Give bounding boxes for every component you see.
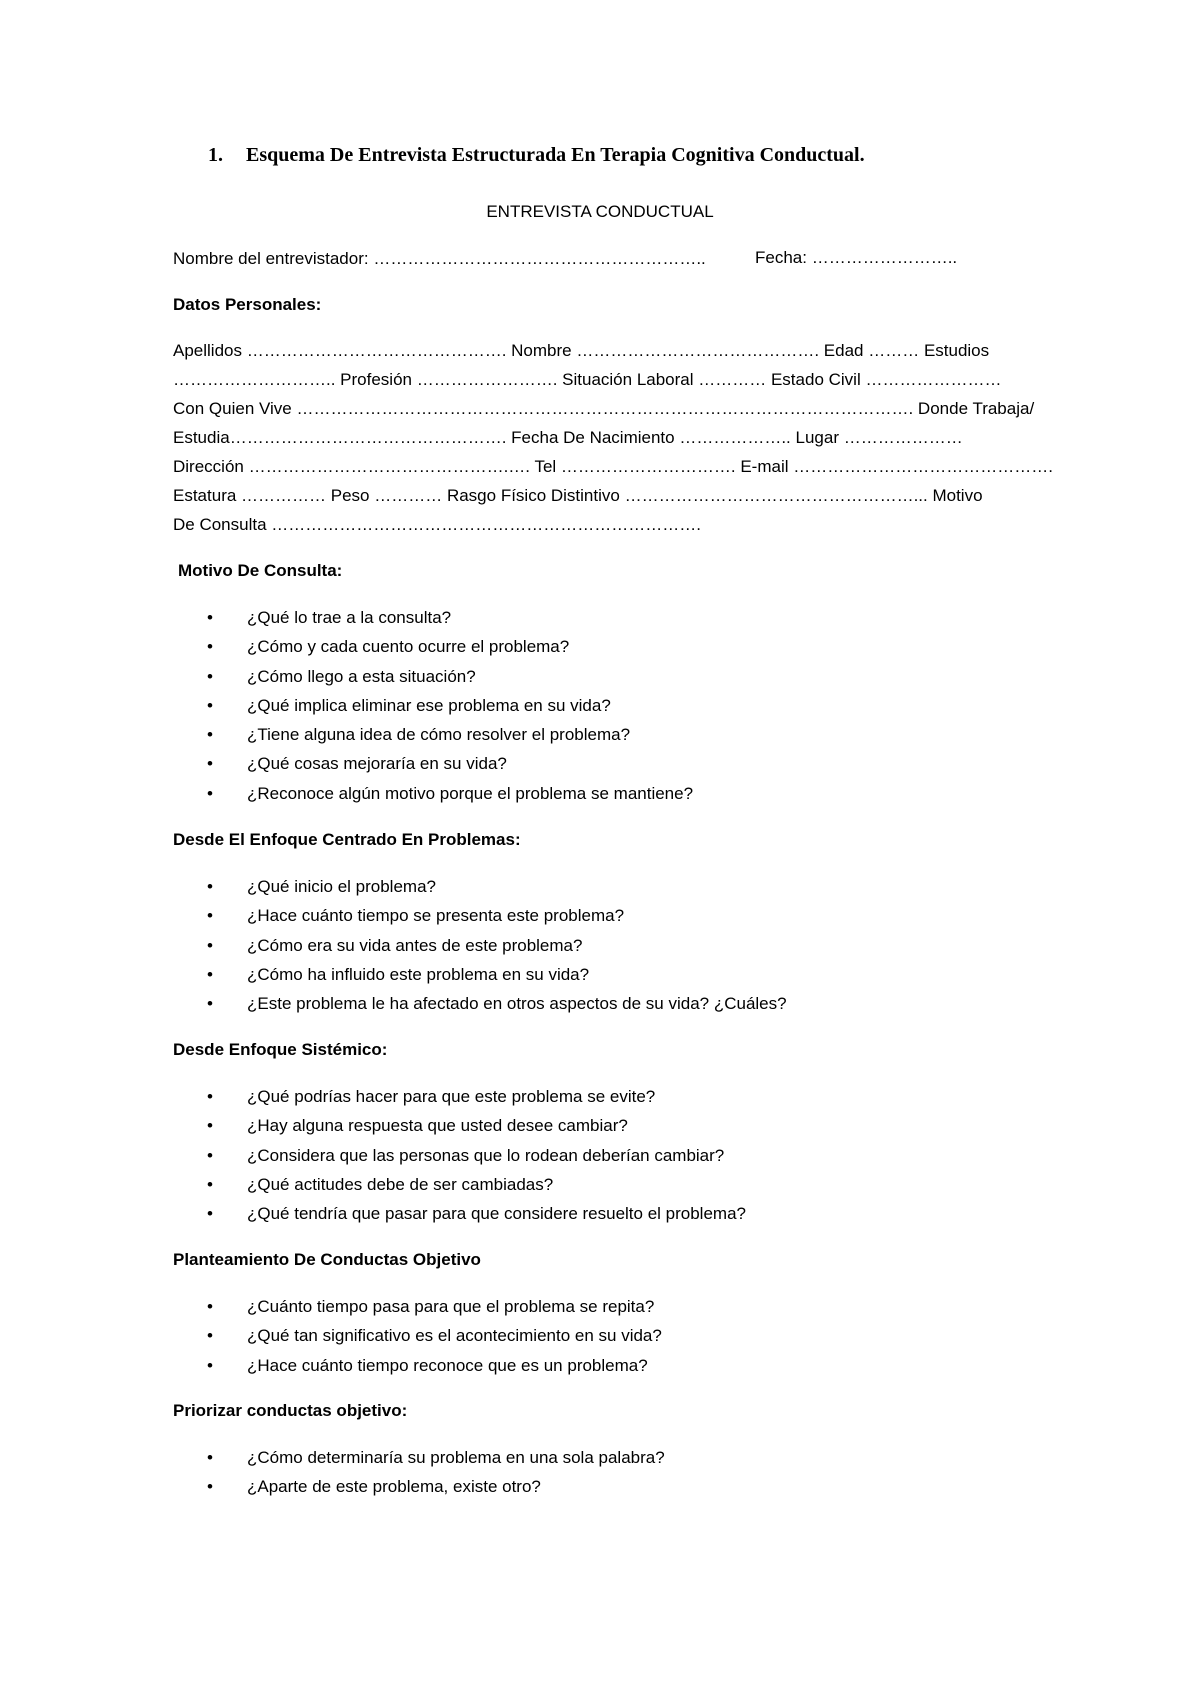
list-item: • ¿Qué actitudes debe de ser cambiadas? — [207, 1174, 554, 1194]
interviewer-line: Nombre del entrevistador: ………………………………………………….. — [173, 249, 706, 268]
list-item: • ¿Cómo ha influido este problema en su vida? — [207, 964, 590, 984]
list-item: • ¿Cómo determinaría su problema en una sola palabra? — [207, 1448, 665, 1467]
list-item: • ¿Cómo llego a esta situación? — [207, 666, 476, 686]
personal-line-5: Dirección ……………………………………….…. Tel …………………………. E-mail ………………………………………. — [173, 457, 1053, 476]
list-enfoque-problemas — [0, 876, 787, 1022]
list-item: • ¿Tiene alguna idea de cómo resolver el problema? — [207, 725, 631, 745]
list-item: • ¿Hay alguna respuesta que usted desee cambiar? — [207, 1116, 628, 1136]
list-sistemico — [0, 1086, 746, 1232]
list-item: • ¿Hace cuánto tiempo se presenta este problema? — [207, 906, 625, 926]
bullet-icon: • — [207, 1087, 213, 1106]
bullet-icon: • — [207, 1204, 213, 1224]
title-number: 1. — [208, 144, 223, 166]
bullet-icon: • — [207, 637, 213, 657]
bullet-icon: • — [207, 1355, 213, 1375]
personal-line-4: Estudia…………………………………………. Fecha De Nacimiento ……………….. Lugar ………………… — [173, 428, 963, 447]
list-item: • ¿Este problema le ha afectado en otros aspectos de su vida? ¿Cuáles? — [207, 994, 787, 1014]
section-heading-priorizar: Priorizar conductas objetivo: — [173, 1401, 408, 1420]
title-text: Esquema De Entrevista Estructurada En Terapia Cognitiva Conductual. — [246, 144, 865, 166]
bullet-icon: • — [207, 1477, 213, 1497]
list-item: • ¿Qué inicio el problema? — [207, 877, 436, 896]
section-heading-planteamiento: Planteamiento De Conductas Objetivo — [173, 1250, 481, 1269]
bullet-icon: • — [207, 754, 213, 774]
personal-line-1: Apellidos ………………………………………. Nombre ……………………………………. Edad ……… Estudios — [173, 341, 990, 360]
personal-data-heading: Datos Personales: — [173, 295, 322, 314]
list-item: • ¿Reconoce algún motivo porque el problema se mantiene? — [207, 783, 694, 803]
document-title — [208, 144, 865, 167]
bullet-icon: • — [207, 725, 213, 745]
list-priorizar — [0, 1447, 665, 1506]
personal-line-2: ……………………….. Profesión ……………………. Situación Laboral ………… Estado Civil …………………… — [173, 370, 1002, 389]
personal-line-7: De Consulta …………………………………………………………………. — [173, 515, 701, 534]
personal-line-6: Estatura …………… Peso ………… Rasgo Físico Distintivo ……………………………………………... Motivo — [173, 486, 983, 505]
bullet-icon: • — [207, 695, 213, 715]
bullet-icon: • — [207, 1297, 213, 1316]
bullet-icon: • — [207, 1116, 213, 1136]
list-item: • ¿Cómo era su vida antes de este problema? — [207, 935, 583, 955]
bullet-icon: • — [207, 877, 213, 896]
list-item: • ¿Aparte de este problema, existe otro? — [207, 1477, 541, 1497]
bullet-icon: • — [207, 1174, 213, 1194]
bullet-icon: • — [207, 935, 213, 955]
list-planteamiento — [0, 1296, 662, 1384]
bullet-icon: • — [207, 783, 213, 803]
bullet-icon: • — [207, 906, 213, 926]
list-item: • ¿Qué cosas mejoraría en su vida? — [207, 754, 507, 774]
personal-line-3: Con Quien Vive ………………………………………………………………………………………………. Donde Trabaja/ — [173, 399, 1035, 418]
list-item: • ¿Considera que las personas que lo rodean deberían cambiar? — [207, 1145, 725, 1165]
section-heading-sistemico: Desde Enfoque Sistémico: — [173, 1040, 388, 1059]
date-line: Fecha: …………………….. — [755, 248, 958, 267]
list-item: • ¿Qué tendría que pasar para que considere resuelto el problema? — [207, 1204, 746, 1224]
list-item: • ¿Cómo y cada cuento ocurre el problema? — [207, 637, 570, 657]
bullet-icon: • — [207, 1448, 213, 1467]
list-item: • ¿Qué podrías hacer para que este problema se evite? — [207, 1087, 656, 1106]
bullet-icon: • — [207, 1326, 213, 1346]
bullet-icon: • — [207, 994, 213, 1014]
bullet-icon: • — [207, 608, 213, 627]
bullet-icon: • — [207, 964, 213, 984]
bullet-icon: • — [207, 1145, 213, 1165]
list-item: • ¿Qué tan significativo es el acontecimiento en su vida? — [207, 1326, 662, 1346]
list-item: • ¿Qué implica eliminar ese problema en su vida? — [207, 695, 611, 715]
list-item: • ¿Qué lo trae a la consulta? — [207, 608, 452, 627]
section-heading-motivo: Motivo De Consulta: — [178, 561, 343, 580]
section-heading-enfoque-problemas: Desde El Enfoque Centrado En Problemas: — [173, 830, 521, 849]
bullet-icon: • — [207, 666, 213, 686]
list-item: • ¿Hace cuánto tiempo reconoce que es un problema? — [207, 1355, 648, 1375]
list-item: • ¿Cuánto tiempo pasa para que el problema se repita? — [207, 1297, 655, 1316]
section-subtitle: ENTREVISTA CONDUCTUAL — [486, 202, 714, 221]
list-motivo — [0, 607, 693, 812]
